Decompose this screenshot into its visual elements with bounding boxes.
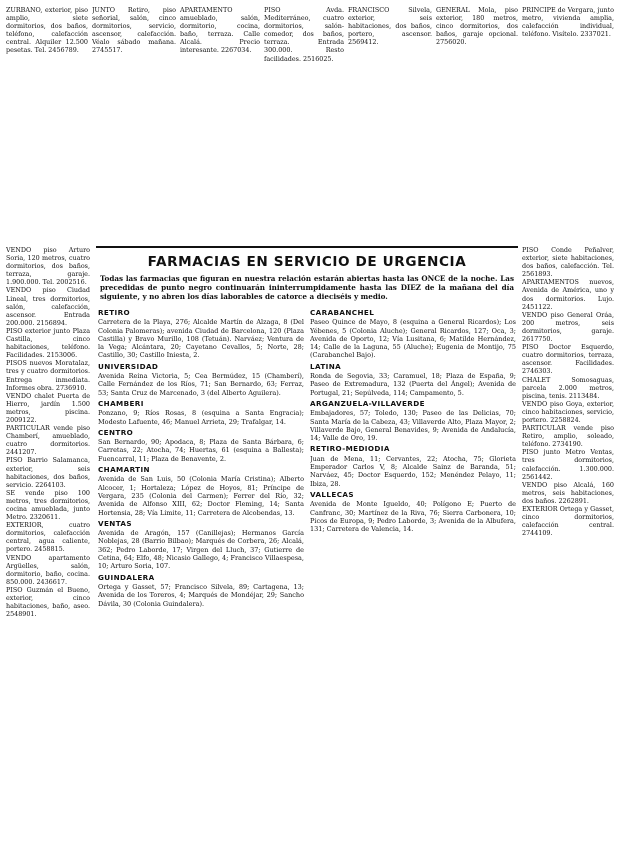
classified-ad: VENDO piso Ciudad Lineal, tres dormitorios, salón, calefacción, ascensor. Entrada 200.000. 2156894.: [6, 286, 90, 327]
classified-ad: PISO exterior junto Plaza Castilla, cinco habitaciones, teléfono. Facilidades. 2153006.: [6, 326, 90, 360]
pharmacies-section: [96, 246, 518, 852]
district-heading: LATINA: [310, 361, 342, 371]
classified-ad: VENDO chalet Puerta de Hierro, jardín 1.500 metros, piscina. 2009122.: [6, 391, 90, 424]
classified-column: [6, 6, 88, 244]
classified-ad: EXTERIOR Ortega y Gasset, cinco dormitorios, calefacción central. 2744109.: [522, 505, 614, 538]
classified-ad: PRINCIPE de Vergara, junto metro, vivienda amplia, calefacción individual, teléfono. Visítelo. 2337021.: [522, 6, 614, 39]
classified-ad: ZURBANO, exterior, piso amplio, siete dormitorios, dos baños, teléfono, calefacción central. Alquiler 12.500 pesetas. Tel. 2456789.: [6, 6, 88, 55]
district-heading: GUINDALERA: [98, 572, 155, 582]
classified-ad: JUNTO Retiro, piso señorial, salón, cinco dormitorios, servicio, ascensor, calefacción. Véalo sábado mañana. 2745517.: [92, 6, 176, 55]
classified-ad: PISO Conde Peñalver, exterior, siete habitaciones, dos baños, calefacción. Tel. 2561893.: [522, 246, 614, 279]
classified-column: [92, 6, 176, 244]
classified-ad: VENDO piso Goya, exterior, cinco habitaciones, servicio, portero. 2258824.: [522, 399, 614, 424]
district-entries: Avenida de Monte Igueldo, 40; Polígono E; Puerto de Canfranc, 30; Martínez de la Riva, 76; Sierra Carbonera, 10; Picos de Europa, 9; Pedro Laborde, 3; Avenida de la Albufera, 131; Carretera de Valencia, 14.: [310, 500, 516, 534]
classified-ad: GENERAL Mola, piso exterior, 180 metros, cinco dormitorios, dos baños, garaje opcional. 2756020.: [436, 6, 518, 47]
classified-ad: PISO Avda. Mediterráneo, cuatro dormitorios, salón-comedor, dos baños, terraza. Entrada 300.000. Resto facilidades. 2516025.: [264, 6, 344, 63]
classified-ad: SE vende piso 100 metros, tres dormitorios, cocina amueblada, junto Metro. 2320611.: [6, 488, 90, 522]
pharmacies-intro: Todas las farmacias que figuran en nuestra relación estarán abiertas hasta las ONCE de la noche. Las precedidas de punto negro continuarán ininterrumpidamente hasta las DIEZ de la mañana del día siguiente, y no abren los días laborables de catorce a dieciséis y medio.: [100, 274, 514, 301]
classified-column: [348, 6, 432, 244]
district-entries: Avenida Reina Victoria, 5; Cea Bermúdez, 15 (Chamberí), Calle Fernández de los Ríos, 71; San Bernardo, 63; Ferraz, 53; Santa Cruz de Marcenado, 3 (del Alberto Aguilera).: [98, 372, 304, 397]
pharmacies-title: FARMACIAS EN SERVICIO DE URGENCIA: [147, 254, 467, 270]
classified-ad: VENDO piso General Oráa, 200 metros, seis dormitorios, garaje. 2617750.: [522, 310, 614, 344]
classified-ad: APARTAMENTO amueblado, salón, dormitorio, cocina, baño, terraza. Calle Alcalá. Precio interesante. 2267034.: [180, 6, 260, 55]
pharmacies-left-column: [98, 306, 304, 852]
classified-ad: EXTERIOR, cuatro dormitorios, calefacción central, agua caliente, portero. 2458815.: [6, 521, 90, 554]
district-entries: Avenida de Aragón, 157 (Canillejas); Hermanos García Noblejas, 28 (Barrio Bilbao); Marqués de Corbera, 26; Alcalá, 362; Pedro Laborde, 17; Virgen del Lluch, 37; Gutierre de Cetina, 64; Elfo, 48; Nicasio Gallego, 4; Francisco Villaespesa, 10; Arturo Soria, 107.: [98, 529, 304, 571]
district-heading: ARGANZUELA-VILLAVERDE: [310, 398, 425, 408]
district-heading: CHAMARTIN: [98, 465, 150, 475]
newspaper-page: [6, 6, 614, 850]
district-heading: RETIRO: [98, 308, 131, 317]
classified-ad: PISOS nuevos Moratalaz, tres y cuatro dormitorios. Entrega inmediata. Informes obra. 2736910.: [6, 359, 90, 392]
classifieds-right-column: [522, 246, 614, 850]
classified-ad: PARTICULAR vende piso Retiro, amplio, soleado, teléfono. 2734190.: [522, 424, 614, 449]
pharmacies-right-column: [310, 306, 516, 852]
district-entries: Avenida de San Luis, 50 (Colonia María Cristina); Alberto Alcocer, 1; Hortaleza; López de Hoyos, 81; Príncipe de Vergara, 235 (Colonia del Carmen); Ferrer del Río, 32; Avenida de Alfonso XIII, 62; Doctor Fleming, 14; Santa Hortensia, 28; Vía Limite, 11; Carretera de Alcobendas, 13.: [98, 475, 304, 517]
district-heading: VALLECAS: [310, 489, 354, 499]
district-entries: Ronda de Segovia, 33; Caramuel, 18; Plaza de España, 9; Paseo de Extremadura, 132 (Puerta del Ángel); Avenida de Portugal, 21; Sepúlveda, 114; Campamento, 5.: [310, 372, 516, 397]
district-heading: VENTAS: [98, 518, 132, 528]
district-heading: UNIVERSIDAD: [98, 361, 159, 371]
classified-column: [522, 6, 614, 244]
district-heading: CARABANCHEL: [310, 308, 375, 317]
district-heading: RETIRO-MEDIODIA: [310, 444, 390, 454]
classified-column: [180, 6, 260, 244]
classified-ad: PISO junto Metro Ventas, tres dormitorios, calefacción. 1.300.000. 2561442.: [522, 448, 614, 481]
classified-ad: PISO Guzmán el Bueno, exterior, cinco habitaciones, baño, aseo. 2548901.: [6, 585, 90, 619]
classifieds-left-column: [6, 246, 90, 850]
district-entries: Ponzano, 9; Ríos Rosas, 8 (esquina a Santa Engracia); Modesto Lafuente, 46; Manuel Arrieta, 29; Trafalgar, 14.: [98, 409, 304, 426]
district-heading: CHAMBERI: [98, 398, 144, 408]
district-entries: Ortega y Gasset, 57; Francisco Silvela, 89; Cartagena, 13; Avenida de los Toreros, 4; Marqués de Mondéjar, 29; Sancho Dávila, 30 (Colonia Guindalera).: [98, 582, 304, 608]
classified-ad: VENDO apartamento Argüelles, salón, dormitorio, baño, cocina. 850.000. 2436617.: [6, 553, 90, 586]
classified-ad: APARTAMENTOS nuevos, Avenida de América, uno y dos dormitorios. Lujo. 2451122.: [522, 278, 614, 311]
pharmacies-columns: [96, 306, 518, 852]
district-entries: Juan de Mena, 11; Cervantes, 22; Atocha, 75; Glorieta Emperador Carlos V, 8; Alcalde Sainz de Baranda, 51; Narváez, 45; Doctor Esquerdo, 152; Menéndez Pelayo, 11; Ibiza, 28.: [310, 454, 516, 488]
classifieds-top-strip: [6, 6, 614, 244]
classified-column: [436, 6, 518, 244]
classified-ad: CHALET Somosaguas, parcela 2.000 metros, piscina, tenis. 2113484.: [522, 375, 614, 400]
classified-ad: VENDO piso Arturo Soria, 120 metros, cuatro dormitorios, dos baños, terraza, garaje. 1.900.000. Tel. 2002516.: [6, 246, 90, 287]
district-entries: San Bernardo, 90; Apodaca, 8; Plaza de Santa Bárbara, 6; Carretas, 22; Atocha, 74; Huertas, 61 (esquina a Ballesta); Fuencarral, 11; Plaza de Benavente, 2.: [98, 438, 304, 463]
classified-column: [264, 6, 344, 244]
classified-ad: PISO Barrio Salamanca, exterior, seis habitaciones, dos baños, servicio. 2264103.: [6, 456, 90, 489]
district-entries: Embajadores, 57; Toledo, 130; Paseo de las Delicias, 70; Santa María de la Cabeza, 43; Villaverde Alto, Plaza Mayor, 2; Villaverde Bajo, General Benavides, 9; Avenida de Andalucía, 14; Valle de Oro, 19.: [310, 409, 516, 443]
classified-ad: VENDO piso Alcalá, 160 metros, seis habitaciones, dos baños. 2262891.: [522, 480, 614, 505]
classified-ad: FRANCISCO Silvela, exterior, seis habitaciones, dos baños, portero, ascensor. 2569412.: [348, 6, 432, 47]
classified-ad: PISO Doctor Esquerdo, cuatro dormitorios, terraza, ascensor. Facilidades. 2746303.: [522, 343, 614, 376]
district-entries: Carretera de la Playa, 276; Alcalde Martín de Alzaga, 8 (Del Colonia Palomeras); avenida Ciudad de Barcelona, 120 (Plaza Castilla) y Bravo Murillo, 108 (Tetuán). Narváez; Ventura de la Vega; Alcántara, 20; Cayetano Cevallos, 5; Norte, 28; Castillo, 30; Castillo Iniesta, 2.: [98, 318, 304, 360]
district-entries: Paseo Quince de Mayo, 8 (esquina a General Ricardos); Los Yébenes, 5 (Colonia Aluche); General Ricardos, 127; Oca, 3; Avenida de Oporto, 12; Vía Lusitana, 6; Matilde Hernández, 14; Calle de la Laguna, 55 (Aluche); Eugenia de Montijo, 75 (Carabanchel Bajo).: [310, 318, 516, 360]
district-heading: CENTRO: [98, 427, 134, 437]
classified-ad: PARTICULAR vende piso Chamberí, amueblado, cuatro dormitorios. 2441207.: [6, 424, 90, 457]
